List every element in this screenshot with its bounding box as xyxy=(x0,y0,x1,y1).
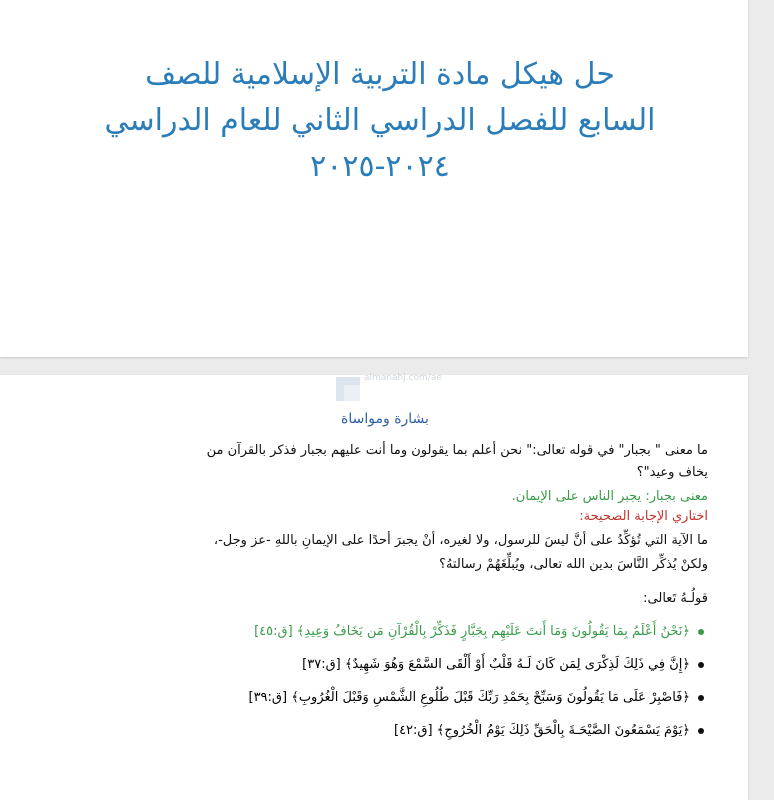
answer-text: معنى بجبار: يجبر الناس على الإيمان. xyxy=(511,489,708,504)
question2-line-2: ولكنْ يُذكِّر النَّاسَ بدين الله تعالى، ويُبلِّغَهُمْ رسالتهُ؟ xyxy=(439,557,708,572)
verse-text: ﴿فَاصْبِرْ عَلَى مَا يَقُولُونَ وَسَبِّحْ بِحَمْدِ رَبِّكَ قَبْلَ طُلُوعِ الشَّمْسِ وَقَبْلَ الْغُرُوبِ﴾ [ق:٣٩] xyxy=(248,690,690,705)
bullet-icon xyxy=(698,629,704,635)
title-line-2: السابع للفصل الدراسي الثاني للعام الدراسي xyxy=(104,103,656,138)
verse-text: ﴿نَحْنُ أَعْلَمُ بِمَا يَقُولُونَ وَمَا أَنتَ عَلَيْهِم بِجَبَّارٍ فَذَكِّرْ بِالْقُرْآنِ مَن يَخَافُ وَعِيدِ﴾ [ق:٤٥] xyxy=(254,624,690,639)
question-line-1: ما معنى " بجبار" في قوله تعالى:" نحن أعلم بما يقولون وما أنت عليهم بجبار فذكر بالقرآن من xyxy=(206,443,708,458)
document-page-1 xyxy=(0,0,748,357)
title-line-3: ٢٠٢٤-٢٠٢٥ xyxy=(310,149,450,184)
verse-option xyxy=(40,655,704,675)
question-line-2: يخاف وعيد"؟ xyxy=(636,465,708,480)
bullet-icon xyxy=(698,695,704,701)
page-title xyxy=(60,52,700,190)
verse-text: ﴿إِنَّ فِي ذَلِكَ لَذِكْرَى لِمَن كَانَ لَـهُ قَلْبٌ أَوْ أَلْقَى السَّمْعَ وَهُوَ شَهِيدٌ﴾ [ق:٣٧] xyxy=(302,657,690,672)
document-page-2 xyxy=(0,375,748,800)
question2-line-1: ما الآية التي تُؤكِّدُ على أنَّ ليسَ للرسول، ولا لغيره، أنْ يجبرَ أحدًا على الإيمانِ باللهِ -عز وجل-، xyxy=(213,533,708,548)
watermark-logo-inner-icon xyxy=(344,385,360,401)
bullet-icon xyxy=(698,662,704,668)
title-line-1: حل هيكل مادة التربية الإسلامية للصف xyxy=(145,57,615,92)
verse-option xyxy=(40,622,704,642)
choose-label: اختاري الإجابة الصحيحة: xyxy=(579,509,708,524)
verse-intro: قولُـهُ تَعالى: xyxy=(643,591,708,606)
bullet-icon xyxy=(698,728,704,734)
section-heading: بشارة ومواساة xyxy=(341,411,429,427)
verse-text: ﴿يَوْمَ يَسْمَعُونَ الصَّيْحَـةَ بِالْحَقِّ ذَلِكَ يَوْمُ الْخُرُوجِ﴾ [ق:٤٢] xyxy=(393,723,690,738)
verse-option xyxy=(40,721,704,741)
verse-option xyxy=(40,688,704,708)
watermark-url: almanahj.com/ae xyxy=(364,373,442,383)
